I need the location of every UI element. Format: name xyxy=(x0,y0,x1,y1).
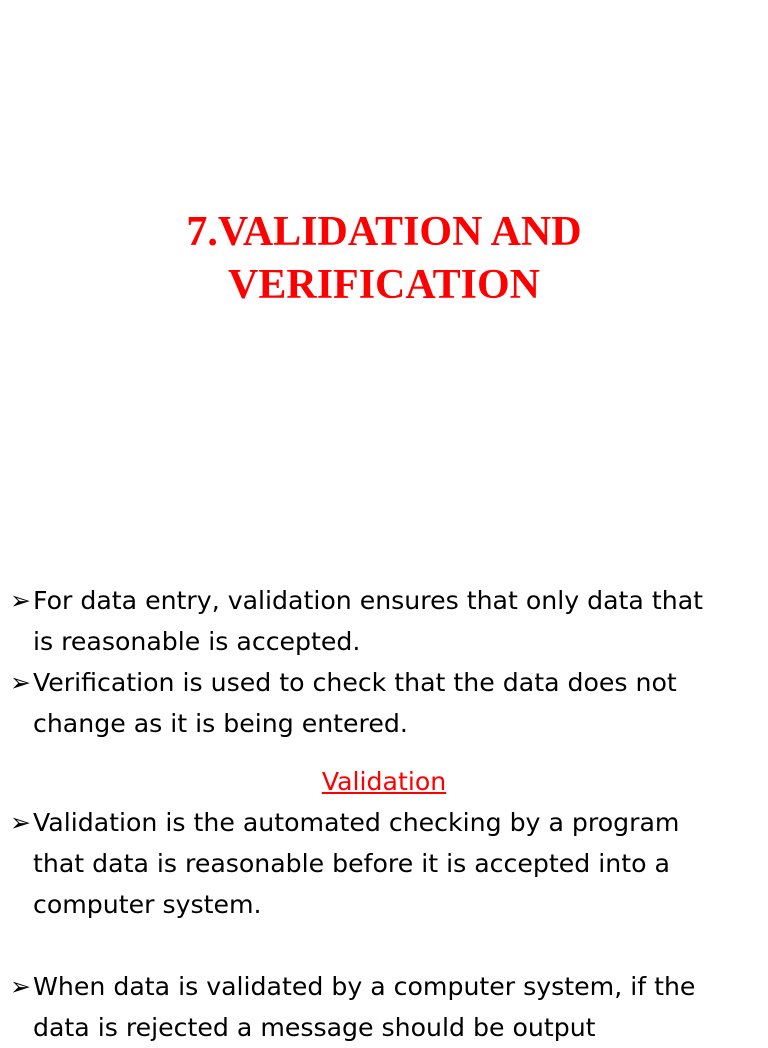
arrow-bullet-icon: ➢ xyxy=(10,972,31,1001)
bullet-text-line: computer system. xyxy=(33,890,262,919)
bullet-item-validation-rejected xyxy=(10,966,766,1048)
bullet-item-validation-automated xyxy=(10,802,766,925)
slide-title xyxy=(0,206,768,312)
bullet-text-line: is reasonable is accepted. xyxy=(33,627,361,656)
bullet-text-line: When data is validated by a computer system, if the xyxy=(33,972,696,1001)
section-heading-validation: Validation xyxy=(321,767,447,796)
bullet-text-line: Verification is used to check that the data does not xyxy=(33,668,677,697)
bullet-list xyxy=(10,580,766,1048)
arrow-bullet-icon: ➢ xyxy=(10,668,31,697)
bullet-text-line: change as it is being entered. xyxy=(33,709,408,738)
arrow-bullet-icon: ➢ xyxy=(10,808,31,837)
arrow-bullet-icon: ➢ xyxy=(10,586,31,615)
title-line-1: 7.VALIDATION AND xyxy=(186,209,582,255)
bullet-text-line: Validation is the automated checking by a program xyxy=(33,808,680,837)
bullet-item-verification-definition xyxy=(10,662,766,744)
bullet-text-line: data is rejected a message should be output xyxy=(33,1013,596,1042)
bullet-item-validation-definition xyxy=(10,580,766,662)
title-line-2: VERIFICATION xyxy=(228,262,540,308)
bullet-text-line: For data entry, validation ensures that only data that xyxy=(33,586,704,615)
spacer xyxy=(10,925,766,966)
bullet-text-line: that data is reasonable before it is accepted into a xyxy=(33,849,670,878)
